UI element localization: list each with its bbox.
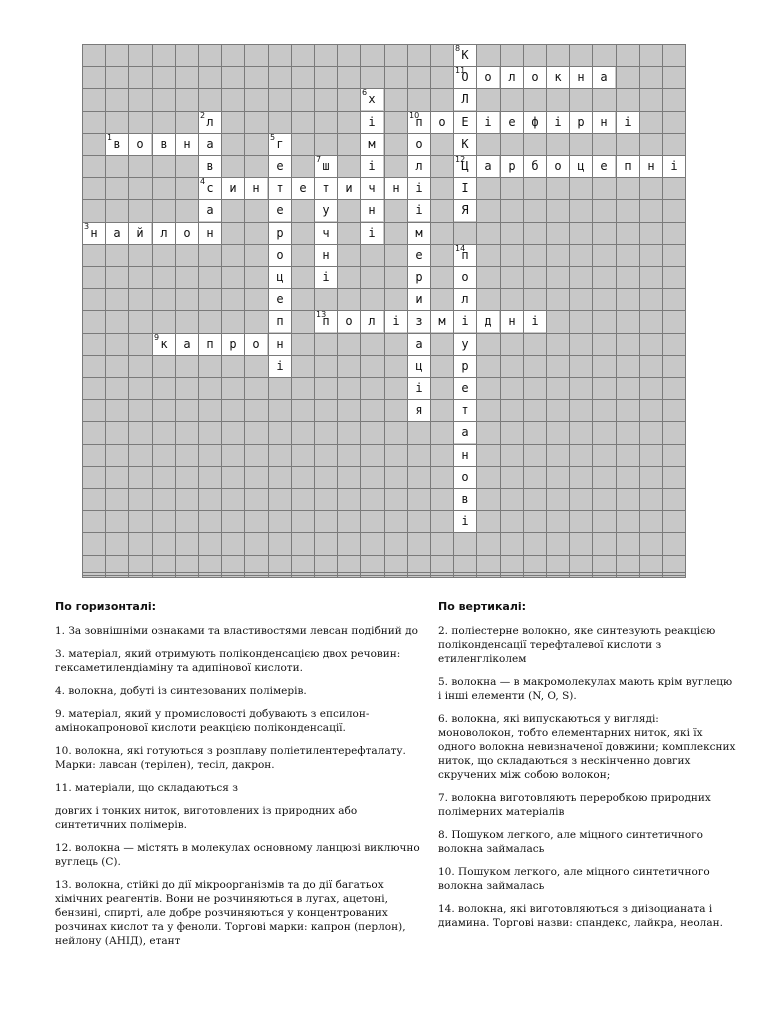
cell-letter: а — [113, 226, 121, 240]
crossword-cell[interactable] — [454, 400, 476, 421]
cell-number: 10 — [409, 111, 420, 120]
crossword-cell[interactable] — [199, 334, 221, 355]
cell-letter: п — [624, 159, 632, 173]
cell-letter: і — [368, 226, 376, 240]
cell-letter: о — [136, 137, 144, 151]
crossword-cell[interactable] — [338, 178, 360, 199]
crossword-cell[interactable] — [524, 156, 546, 177]
grid-line — [82, 572, 686, 573]
crossword-cell[interactable] — [454, 334, 476, 355]
crossword-cell[interactable] — [269, 245, 291, 266]
cell-letter: а — [206, 203, 214, 217]
crossword-cell[interactable] — [408, 334, 430, 355]
cell-letter: н — [322, 248, 330, 262]
cell-letter: у — [461, 337, 469, 351]
cell-letter: і — [461, 514, 469, 528]
crossword-cell[interactable] — [129, 134, 151, 155]
cell-letter: Ц — [461, 159, 469, 173]
crossword-cell[interactable] — [292, 178, 314, 199]
cell-number: 7 — [316, 155, 322, 164]
cell-letter: п — [461, 248, 469, 262]
crossword-cell[interactable] — [408, 134, 430, 155]
crossword-cell[interactable] — [106, 134, 128, 155]
clue-down: 7. волокна виготовляють переробкою природних полімерних матеріалів — [438, 792, 711, 818]
cell-letter: у — [322, 203, 330, 217]
cell-letter: н — [577, 70, 585, 84]
clue-down: 5. волокна — в макромолекулах мають крім вуглецю і інші елементи (N, O, S). — [438, 676, 733, 702]
cell-letter: е — [508, 115, 516, 129]
crossword-cell[interactable] — [454, 156, 476, 177]
cell-letter: м — [368, 137, 376, 151]
cell-number: 8 — [455, 44, 461, 53]
grid-line — [291, 44, 292, 578]
crossword-cell[interactable] — [593, 156, 615, 177]
crossword-cell[interactable] — [408, 311, 430, 332]
cell-letter: н — [508, 314, 516, 328]
cell-letter: р — [276, 226, 284, 240]
cell-letter: е — [461, 381, 469, 395]
cell-number: 6 — [362, 88, 368, 97]
cell-number: 3 — [84, 222, 90, 231]
grid-line — [662, 44, 663, 578]
crossword-cell[interactable] — [454, 311, 476, 332]
clue-down: 6. волокна, які випускаються у вигляді: моноволокон, тобто елементарних ниток, які їх одного волокна невизначеної довжини; комплексних ниток, що складаються з нескінченно довгих скручених між собою волокон; — [438, 713, 736, 781]
crossword-cell[interactable] — [408, 378, 430, 399]
cell-letter: і — [624, 115, 632, 129]
across-clues — [55, 600, 425, 957]
crossword-cell[interactable] — [454, 356, 476, 377]
crossword-cell[interactable] — [245, 334, 267, 355]
crossword-cell[interactable] — [408, 200, 430, 221]
cell-letter: л — [508, 70, 516, 84]
crossword-cell[interactable] — [176, 134, 198, 155]
cell-number: 13 — [316, 310, 327, 319]
crossword-cell[interactable] — [454, 67, 476, 88]
grid-line — [82, 177, 686, 178]
crossword-cell[interactable] — [663, 156, 685, 177]
cell-letter: в — [461, 492, 469, 506]
crossword-cell[interactable] — [593, 112, 615, 133]
crossword-cell[interactable] — [524, 112, 546, 133]
crossword-cell[interactable] — [83, 223, 105, 244]
cell-letter: і — [392, 314, 400, 328]
crossword-cell[interactable] — [454, 511, 476, 532]
grid-line — [82, 288, 686, 289]
crossword-cell[interactable] — [501, 67, 523, 88]
cell-number: 2 — [200, 111, 206, 120]
grid-line — [152, 44, 153, 578]
grid-line — [82, 488, 686, 489]
cell-letter: е — [276, 203, 284, 217]
grid-line — [82, 399, 686, 400]
cell-letter: ч — [322, 226, 330, 240]
grid-line — [82, 510, 686, 511]
cell-letter: і — [484, 115, 492, 129]
crossword-cell[interactable] — [245, 178, 267, 199]
grid-line — [82, 266, 686, 267]
cell-letter: р — [229, 337, 237, 351]
crossword-cell[interactable] — [361, 223, 383, 244]
grid-line — [82, 466, 686, 467]
crossword-cell[interactable] — [315, 200, 337, 221]
crossword-cell[interactable] — [199, 156, 221, 177]
cell-letter: о — [183, 226, 191, 240]
crossword-cell[interactable] — [315, 311, 337, 332]
cell-letter: ц — [276, 270, 284, 284]
cell-letter: н — [183, 137, 191, 151]
cell-letter: в — [206, 159, 214, 173]
cell-letter: н — [647, 159, 655, 173]
crossword-cell[interactable] — [547, 67, 569, 88]
cell-letter: і — [276, 359, 284, 373]
cell-number: 1 — [107, 133, 113, 142]
grid-line — [82, 244, 686, 245]
cell-number: 4 — [200, 177, 206, 186]
cell-letter: і — [415, 181, 423, 195]
cell-letter: К — [461, 137, 469, 151]
cell-letter: м — [438, 314, 446, 328]
crossword-cell[interactable] — [501, 311, 523, 332]
cell-letter: ш — [322, 159, 330, 173]
cell-letter: л — [206, 115, 214, 129]
clue-across: 11. матеріали, що складаються з — [55, 782, 238, 794]
crossword-cell[interactable] — [222, 334, 244, 355]
clue-down: 8. Пошуком легкого, але міцного синтетичного волокна займалась — [438, 829, 703, 855]
crossword-cell[interactable] — [199, 112, 221, 133]
across-title: По горизонталі: — [55, 600, 157, 613]
cell-letter: т — [461, 403, 469, 417]
crossword-cell[interactable] — [454, 245, 476, 266]
cell-letter: т — [322, 181, 330, 195]
cell-letter: и — [345, 181, 353, 195]
crossword-cell[interactable] — [106, 223, 128, 244]
cell-number: 9 — [154, 333, 160, 342]
cell-letter: н — [461, 448, 469, 462]
crossword-cell[interactable] — [222, 178, 244, 199]
cell-letter: і — [322, 270, 330, 284]
crossword-cell[interactable] — [477, 112, 499, 133]
cell-letter: к — [554, 70, 562, 84]
crossword-cell[interactable] — [454, 45, 476, 66]
cell-letter: О — [461, 70, 469, 84]
crossword-cell[interactable] — [199, 134, 221, 155]
cell-number: 5 — [270, 133, 276, 142]
crossword-cell[interactable] — [454, 89, 476, 110]
clue-across: 12. волокна — містять в молекулах основному ланцюзі виключно вуглець (С). — [55, 842, 420, 868]
crossword-cell[interactable] — [153, 334, 175, 355]
grid-line — [82, 421, 686, 422]
cell-letter: і — [461, 314, 469, 328]
crossword-cell[interactable] — [454, 200, 476, 221]
crossword-grid — [82, 44, 686, 578]
crossword-cell[interactable] — [477, 311, 499, 332]
cell-letter: н — [252, 181, 260, 195]
crossword-cell[interactable] — [153, 134, 175, 155]
cell-letter: р — [415, 270, 423, 284]
cell-letter: л — [160, 226, 168, 240]
cell-letter: в — [160, 137, 168, 151]
cell-letter: р — [577, 115, 585, 129]
crossword-cell[interactable] — [361, 89, 383, 110]
clue-across: 13. волокна, стійкі до дії мікроорганізмів та до дії багатьох хімічних реагентів. Вони не розчиняються в лугах, ацетоні, бензині, спирті, але добре розчиняються у концентрованих розчинах кислот та у феноли. Торгові марки: капрон (перлон), нейлону (АНІД), етант — [55, 879, 406, 947]
crossword-cell[interactable] — [269, 223, 291, 244]
cell-letter: о — [531, 70, 539, 84]
cell-letter: а — [600, 70, 608, 84]
cell-letter: н — [276, 337, 284, 351]
cell-letter: о — [484, 70, 492, 84]
cell-letter: Е — [461, 115, 469, 129]
cell-letter: л — [368, 314, 376, 328]
crossword-cell[interactable] — [524, 311, 546, 332]
cell-letter: е — [299, 181, 307, 195]
crossword-cell[interactable] — [570, 156, 592, 177]
crossword-cell[interactable] — [408, 289, 430, 310]
cell-letter: б — [531, 159, 539, 173]
crossword-cell[interactable] — [199, 200, 221, 221]
grid-line — [244, 44, 245, 578]
crossword-cell[interactable] — [408, 245, 430, 266]
clue-across: 10. волокна, які готуються з розплаву поліетилентерефталату. Марки: лавсан (терілен), тесіл, дакрон. — [55, 745, 406, 771]
crossword-cell[interactable] — [129, 223, 151, 244]
crossword-cell[interactable] — [547, 112, 569, 133]
cell-letter: і — [415, 203, 423, 217]
crossword-cell[interactable] — [385, 178, 407, 199]
grid-line — [175, 44, 176, 578]
grid-line — [221, 44, 222, 578]
crossword-cell[interactable] — [269, 356, 291, 377]
grid-line — [82, 199, 686, 200]
grid-line — [82, 310, 686, 311]
cell-letter: о — [461, 470, 469, 484]
clue-across: довгих і тонких ниток, виготовлених із природних або синтетичних полімерів. — [55, 805, 358, 831]
clue-down: 2. поліестерне волокно, яке синтезують реакцією поліконденсації терефталевої кислоти з етиленгліколем — [438, 625, 716, 665]
crossword-cell[interactable] — [315, 245, 337, 266]
cell-letter: й — [136, 226, 144, 240]
cell-letter: ч — [368, 181, 376, 195]
cell-letter: н — [368, 203, 376, 217]
clue-down: 10. Пошуком легкого, але міцного синтетичного волокна займалась — [438, 866, 710, 892]
crossword-cell[interactable] — [593, 67, 615, 88]
crossword-cell[interactable] — [361, 311, 383, 332]
crossword-cell[interactable] — [454, 489, 476, 510]
crossword-cell[interactable] — [176, 334, 198, 355]
cell-number: 11 — [455, 66, 466, 75]
crossword-cell[interactable] — [361, 178, 383, 199]
cell-letter: і — [554, 115, 562, 129]
cell-letter: н — [600, 115, 608, 129]
cell-letter: с — [206, 181, 214, 195]
cell-letter: а — [461, 425, 469, 439]
clue-down: 14. волокна, які виготовляються з диізоцианата і диамина. Торгові назви: спандекс, лайкра, неолан. — [438, 903, 723, 929]
cell-number: 12 — [455, 155, 466, 164]
cell-letter: а — [484, 159, 492, 173]
cell-letter: н — [206, 226, 214, 240]
cell-letter: м — [415, 226, 423, 240]
grid-line — [82, 44, 83, 578]
cell-letter: р — [508, 159, 516, 173]
crossword-cell[interactable] — [269, 200, 291, 221]
clue-across: 9. матеріал, який у промисловості добувають з епсилон-амінокапронової кислоти реакцією поліконденсації. — [55, 708, 370, 734]
crossword-cell[interactable] — [431, 112, 453, 133]
cell-letter: о — [554, 159, 562, 173]
grid-line — [128, 44, 129, 578]
cell-letter: К — [461, 48, 469, 62]
crossword-cell[interactable] — [454, 178, 476, 199]
cell-letter: І — [461, 181, 469, 195]
crossword-cell[interactable] — [454, 134, 476, 155]
cell-letter: о — [276, 248, 284, 262]
grid-line — [82, 555, 686, 556]
crossword-cell[interactable] — [501, 156, 523, 177]
crossword-cell[interactable] — [454, 267, 476, 288]
crossword-cell[interactable] — [547, 156, 569, 177]
cell-letter: ц — [577, 159, 585, 173]
crossword-cell[interactable] — [153, 223, 175, 244]
cell-number: 14 — [455, 244, 466, 253]
crossword-cell[interactable] — [408, 112, 430, 133]
cell-letter: п — [415, 115, 423, 129]
cell-letter: е — [415, 248, 423, 262]
cell-letter: и — [415, 292, 423, 306]
cell-letter: н — [392, 181, 400, 195]
cell-letter: Л — [461, 92, 469, 106]
cell-letter: е — [276, 292, 284, 306]
clue-across: 1. За зовнішніми ознаками та властивостями левсан подібний до — [55, 625, 418, 637]
crossword-cell[interactable] — [501, 112, 523, 133]
crossword-cell[interactable] — [199, 223, 221, 244]
cell-letter: з — [415, 314, 423, 328]
crossword-cell[interactable] — [269, 134, 291, 155]
crossword-cell[interactable] — [454, 112, 476, 133]
crossword-cell[interactable] — [617, 156, 639, 177]
crossword-cell[interactable] — [617, 112, 639, 133]
clue-across: 3. матеріал, який отримують поліконденсацією двох речовин: гексаметилендіаміну та адипінової кислоти. — [55, 648, 401, 674]
crossword-cell[interactable] — [640, 156, 662, 177]
cell-letter: л — [415, 159, 423, 173]
cell-letter: а — [183, 337, 191, 351]
cell-letter: п — [322, 314, 330, 328]
crossword-cell[interactable] — [570, 112, 592, 133]
cell-letter: о — [461, 270, 469, 284]
cell-letter: а — [206, 137, 214, 151]
clue-across: 4. волокна, добуті із синтезованих полімерів. — [55, 685, 307, 697]
crossword-cell[interactable] — [315, 223, 337, 244]
cell-letter: о — [252, 337, 260, 351]
crossword-cell[interactable] — [315, 178, 337, 199]
crossword-cell[interactable] — [315, 156, 337, 177]
crossword-cell[interactable] — [361, 112, 383, 133]
cell-letter: т — [276, 181, 284, 195]
crossword-cell[interactable] — [361, 156, 383, 177]
crossword-cell[interactable] — [269, 267, 291, 288]
cell-letter: і — [531, 314, 539, 328]
grid-line — [82, 444, 686, 445]
grid-line — [82, 88, 686, 89]
grid-line — [82, 532, 686, 533]
cell-letter: п — [206, 337, 214, 351]
cell-letter: і — [368, 115, 376, 129]
cell-letter: Я — [461, 203, 469, 217]
crossword-cell[interactable] — [315, 267, 337, 288]
cell-letter: я — [415, 403, 423, 417]
down-clues — [438, 600, 738, 939]
crossword-cell[interactable] — [361, 200, 383, 221]
crossword-cell[interactable] — [408, 356, 430, 377]
crossword-cell[interactable] — [338, 311, 360, 332]
crossword-cell[interactable] — [408, 156, 430, 177]
grid-line — [82, 575, 686, 576]
cell-letter: д — [484, 314, 492, 328]
crossword-cell[interactable] — [408, 400, 430, 421]
cell-letter: о — [415, 137, 423, 151]
cell-letter: і — [670, 159, 678, 173]
cell-letter: і — [368, 159, 376, 173]
cell-letter: п — [276, 314, 284, 328]
down-title: По вертикалі: — [438, 600, 527, 613]
crossword-cell[interactable] — [385, 311, 407, 332]
crossword-cell[interactable] — [454, 378, 476, 399]
crossword-cell[interactable] — [176, 223, 198, 244]
crossword-cell[interactable] — [570, 67, 592, 88]
grid-line — [685, 44, 686, 578]
crossword-cell[interactable] — [431, 311, 453, 332]
cell-letter: а — [415, 337, 423, 351]
crossword-cell[interactable] — [408, 267, 430, 288]
cell-letter: ц — [415, 359, 423, 373]
crossword-cell[interactable] — [269, 289, 291, 310]
cell-letter: о — [345, 314, 353, 328]
cell-letter: г — [276, 137, 284, 151]
grid-line — [82, 377, 686, 378]
crossword-cell[interactable] — [454, 467, 476, 488]
crossword-cell[interactable] — [269, 156, 291, 177]
cell-letter: е — [600, 159, 608, 173]
crossword-cell[interactable] — [408, 223, 430, 244]
crossword-cell[interactable] — [524, 67, 546, 88]
cell-letter: о — [438, 115, 446, 129]
crossword-cell[interactable] — [199, 178, 221, 199]
cell-letter: в — [113, 137, 121, 151]
grid-line — [639, 44, 640, 578]
crossword-cell[interactable] — [361, 134, 383, 155]
grid-line — [82, 44, 686, 45]
cell-letter: н — [90, 226, 98, 240]
grid-line — [82, 355, 686, 356]
grid-line — [82, 577, 686, 578]
cell-letter: ф — [531, 115, 539, 129]
crossword-cell[interactable] — [269, 311, 291, 332]
crossword-cell[interactable] — [477, 156, 499, 177]
crossword-cell[interactable] — [269, 334, 291, 355]
crossword-cell[interactable] — [454, 445, 476, 466]
cell-letter: р — [461, 359, 469, 373]
cell-letter: е — [276, 159, 284, 173]
cell-letter: и — [229, 181, 237, 195]
crossword-cell[interactable] — [454, 422, 476, 443]
crossword-cell[interactable] — [269, 178, 291, 199]
crossword-cell[interactable] — [477, 67, 499, 88]
grid-line — [105, 44, 106, 578]
cell-letter: і — [415, 381, 423, 395]
cell-letter: х — [368, 92, 376, 106]
cell-letter: к — [160, 337, 168, 351]
crossword-cell[interactable] — [408, 178, 430, 199]
cell-letter: л — [461, 292, 469, 306]
crossword-cell[interactable] — [454, 289, 476, 310]
